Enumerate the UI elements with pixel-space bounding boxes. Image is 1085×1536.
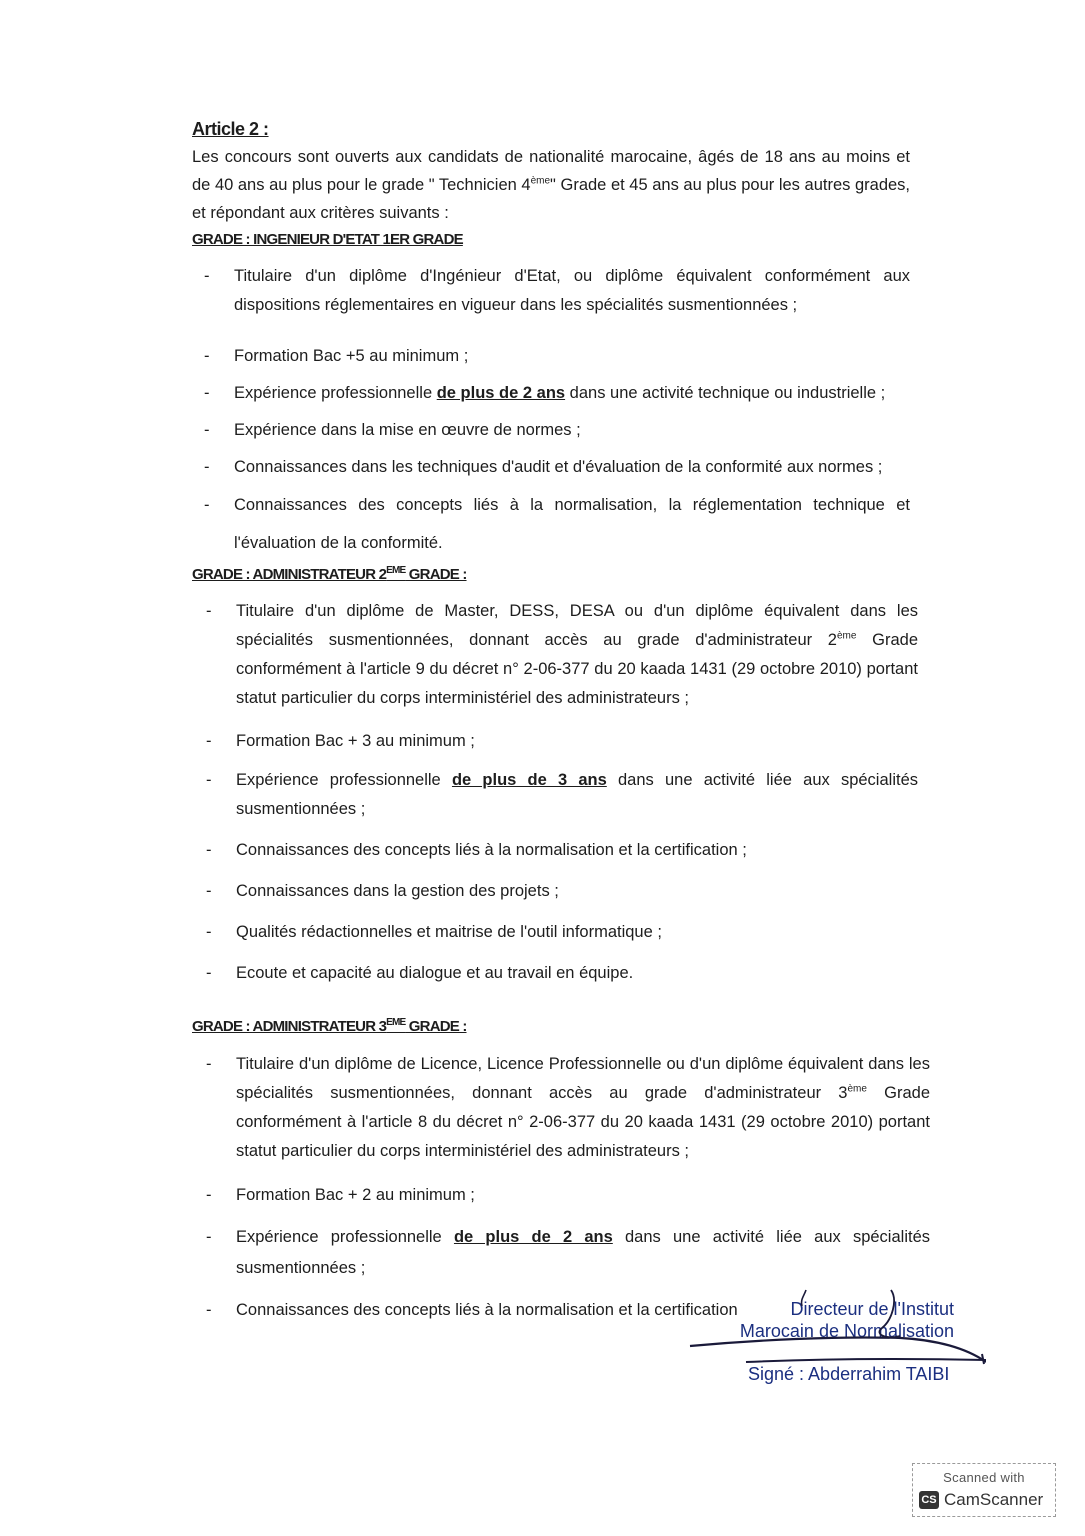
signature-title-line1: Directeur de l'Institut — [790, 1299, 954, 1319]
intro-text-b: " Grade et 45 ans au plus pour les autres grades, et répondant aux critères suivants : — [192, 176, 911, 222]
grade2-heading — [192, 566, 467, 583]
grade1-list — [192, 262, 910, 562]
list-item — [192, 379, 910, 408]
exp-duration: de plus de 2 ans — [436, 384, 566, 402]
exp-prefix: Expérience professionnelle — [234, 384, 437, 402]
list-item: - Connaissances dans les techniques d'audit et d'évaluation de la conformité aux normes ; — [192, 453, 910, 482]
grade3-heading-a: GRADE : ADMINISTRATEUR 3 — [192, 1018, 387, 1035]
grade2-heading-b: GRADE : — [405, 566, 467, 583]
list-item — [194, 766, 918, 824]
list-item: - Formation Bac + 3 au minimum ; — [194, 727, 918, 756]
signature-title-line2: Marocain de Normalisation — [739, 1321, 954, 1341]
list-item — [194, 597, 918, 713]
list-item: - Connaissances des concepts liés à la normalisation et la certification ; — [194, 836, 918, 865]
list-item: - Qualités rédactionnelles et maitrise de l'outil informatique ; — [194, 918, 918, 947]
grade3-heading — [192, 1018, 467, 1035]
exp-duration: de plus de 2 ans — [453, 1228, 613, 1246]
list-item: - Expérience dans la mise en œuvre de normes ; — [192, 416, 910, 445]
list-item: - Connaissances des concepts liés à la normalisation et la certification — [194, 1296, 930, 1325]
grade3-heading-sup: EME — [386, 1017, 406, 1028]
list-item: - Ecoute et capacité au dialogue et au travail en équipe. — [194, 959, 918, 988]
list-item: - Formation Bac +5 au minimum ; — [192, 342, 910, 371]
grade2-item1-b: Grade conformément à l'article 9 du décret n° 2-06-377 du 20 kaada 1431 (29 octobre 2010) portant statut particulier du corps interministériel des administrateurs ; — [236, 631, 918, 707]
camscanner-watermark — [912, 1463, 1056, 1517]
exp-suffix: dans une activité technique ou industrielle ; — [565, 384, 886, 402]
grade1-heading: GRADE : INGENIEUR D'ETAT 1ER GRADE — [192, 231, 463, 248]
intro-text-a: Les concours sont ouverts aux candidats de nationalité marocaine, âgés de 18 ans au moins et de 40 ans au plus pour le grade " Technicien 4 — [192, 148, 910, 194]
exp-suffix: dans une activité liée aux spécialités susmentionnées ; — [236, 771, 918, 818]
intro-superscript: ème — [530, 175, 551, 187]
camscanner-logo-icon: CS — [919, 1491, 939, 1509]
scanned-with-label: Scanned with — [943, 1470, 1025, 1485]
article-title: Article 2 : — [192, 119, 269, 139]
exp-prefix: Expérience professionnelle — [236, 1228, 454, 1246]
grade3-list — [194, 1050, 930, 1325]
signature-block — [686, 1288, 986, 1398]
grade2-item1-a: Titulaire d'un diplôme de Master, DESS, DESA ou d'un diplôme équivalent dans les spécialités susmentionnées, donnant accès au grade d'administrateur 2 — [236, 602, 918, 649]
exp-prefix: Expérience professionnelle — [236, 771, 452, 789]
list-item: - Connaissances dans la gestion des projets ; — [194, 877, 918, 906]
list-item: - Formation Bac + 2 au minimum ; — [194, 1181, 930, 1210]
grade3-heading-b: GRADE : — [405, 1018, 467, 1035]
list-item — [194, 1050, 930, 1166]
exp-suffix: dans une activité liée aux spécialités susmentionnées ; — [236, 1228, 930, 1277]
list-item: - Connaissances des concepts liés à la normalisation, la réglementation technique et l'évaluation de la conformité. — [192, 486, 910, 562]
camscanner-brand: CamScanner — [944, 1490, 1044, 1509]
grade3-item1-a: Titulaire d'un diplôme de Licence, Licence Professionnelle ou d'un diplôme équivalent dans les spécialités susmentionnées, donnant accès au grade d'administrateur 3 — [236, 1055, 930, 1102]
list-item: - Titulaire d'un diplôme d'Ingénieur d'Etat, ou diplôme équivalent conformément aux dispositions réglementaires en vigueur dans les spécialités susmentionnées ; — [192, 262, 910, 320]
grade2-heading-sup: EME — [386, 565, 406, 576]
grade2-list — [194, 597, 918, 988]
grade2-item1-sup: ème — [836, 630, 857, 642]
grade2-heading-a: GRADE : ADMINISTRATEUR 2 — [192, 566, 387, 583]
exp-duration: de plus de 3 ans — [451, 771, 607, 789]
list-item — [194, 1222, 930, 1284]
grade3-item1-sup: ème — [847, 1083, 867, 1095]
grade3-item1-b: Grade conformément à l'article 8 du décret n° 2-06-377 du 20 kaada 1431 (29 octobre 2010) portant statut particulier du corps interministériel des administrateurs ; — [236, 1084, 930, 1160]
article-intro — [192, 143, 910, 227]
signature-name: Signé : Abderrahim TAIBI — [748, 1364, 950, 1384]
